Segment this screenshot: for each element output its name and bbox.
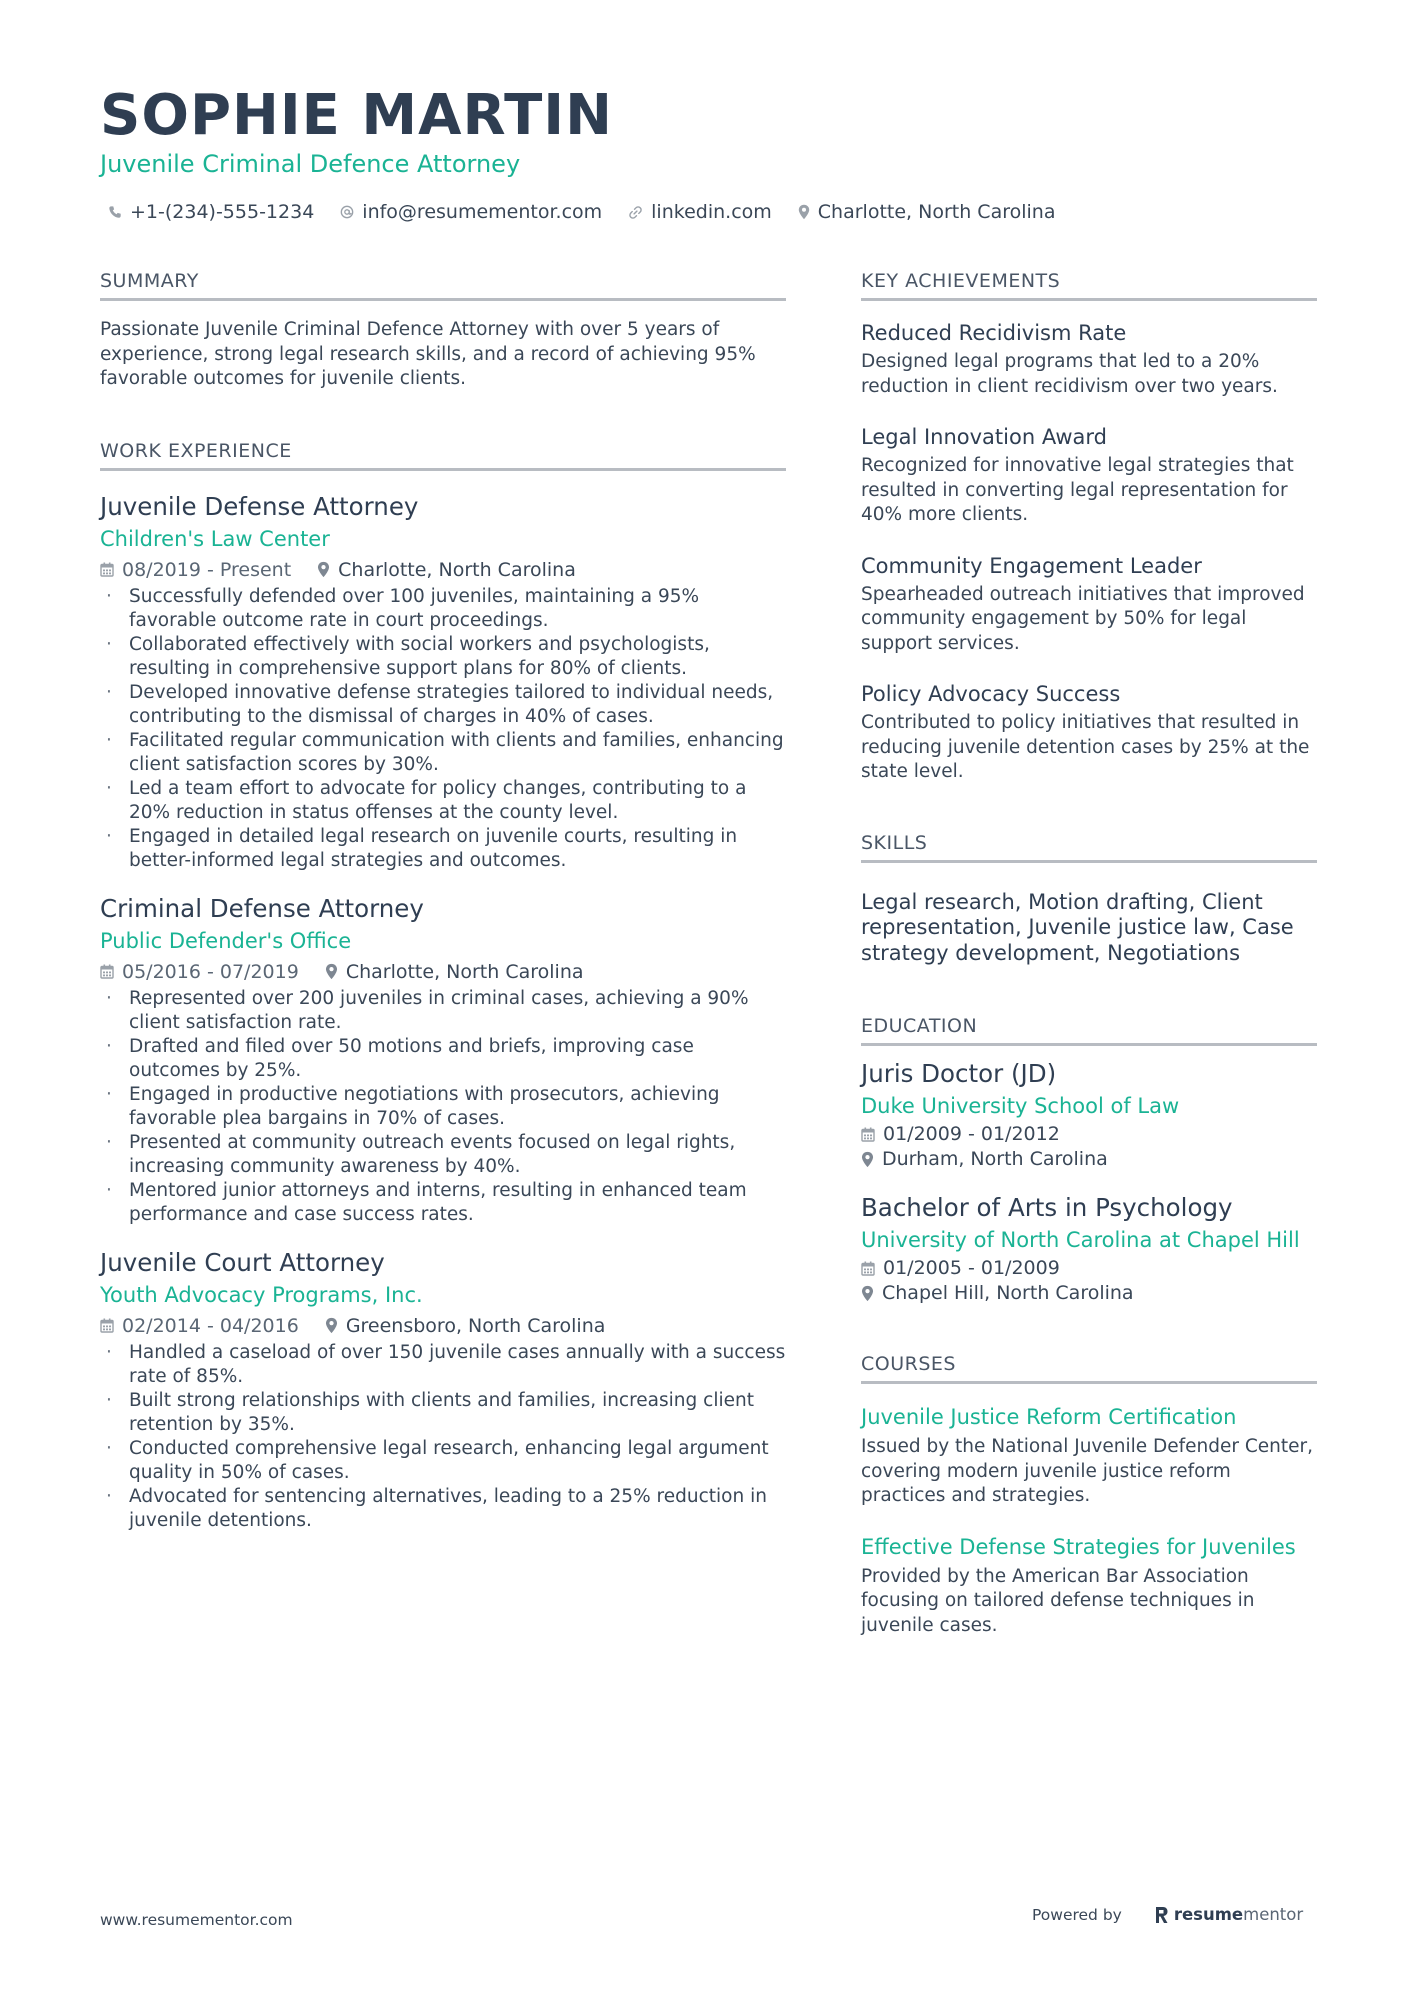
education-school: Duke University School of Law (861, 1094, 1180, 1118)
location-pin-icon (861, 1285, 874, 1302)
job-title: Juvenile Defense Attorney (100, 491, 419, 521)
contact-linkedin[interactable] (628, 198, 772, 226)
course-title: Effective Defense Strategies for Juveniles (861, 1534, 1296, 1559)
resumementor-logo-icon (1154, 1906, 1169, 1924)
education-dates (861, 1122, 1317, 1147)
job-entry (100, 1247, 786, 1533)
course-title: Juvenile Justice Reform Certification (861, 1405, 1237, 1429)
achievement-title: Community Engagement Leader (861, 553, 1202, 578)
course-item (861, 1402, 1317, 1509)
education-school: University of North Carolina at Chapel Hill (861, 1228, 1300, 1252)
location-pin-icon (798, 204, 810, 220)
education-degree: Juris Doctor (JD) (861, 1059, 1057, 1088)
job-company: Youth Advocacy Programs, Inc. (100, 1282, 423, 1307)
job-bullet: · Mentored junior attorneys and interns, resulting in enhanced team performance and case success rates. (100, 1179, 786, 1227)
brand-main-text: resume (1173, 1905, 1244, 1924)
contact-email[interactable] (340, 198, 602, 226)
contact-email-text: info@resumementor.com (362, 201, 603, 223)
education-location (861, 1281, 1317, 1306)
calendar-icon (100, 964, 114, 979)
summary-text: Passionate Juvenile Criminal Defence Attorney with over 5 years of experience, strong legal research skills, and a record of achieving 95% favorable outcomes for juvenile clients. (100, 319, 756, 389)
job-dates-text: 08/2019 - Present (122, 558, 292, 581)
job-location-text: Greensboro, North Carolina (345, 1314, 606, 1337)
powered-by-label: Powered by (1032, 1905, 1122, 1924)
achievement-item (861, 318, 1317, 399)
education-list (861, 1058, 1317, 1306)
job-title: Juvenile Court Attorney (100, 1247, 385, 1277)
link-icon (628, 205, 643, 220)
job-bullet: · Represented over 200 juveniles in criminal cases, achieving a 90% client satisfaction rate. (100, 987, 786, 1035)
job-bullets (100, 585, 786, 873)
work-experience-heading: WORK EXPERIENCE (100, 438, 786, 471)
course-list (861, 1402, 1317, 1638)
footer-powered-by (1032, 1905, 1303, 1924)
achievement-item (861, 679, 1317, 785)
job-meta (100, 957, 786, 987)
candidate-name: SOPHIE MARTIN (100, 83, 614, 148)
brand-logo[interactable] (1154, 1905, 1303, 1924)
footer-website[interactable]: www.resumementor.com (100, 1911, 293, 1929)
contact-bar (108, 198, 1081, 226)
job-bullet: · Facilitated regular communication with clients and families, enhancing client satisfaction scores by 30%. (100, 729, 786, 777)
course-item (861, 1532, 1317, 1639)
job-location (325, 957, 584, 987)
job-bullet: · Developed innovative defense strategies tailored to individual needs, contributing to the dismissal of charges in 40% of cases. (100, 681, 786, 729)
job-entry (100, 893, 786, 1227)
achievement-desc: Recognized for innovative legal strategies that resulted in converting legal representation for 40% more clients. (861, 455, 1294, 525)
right-column (861, 268, 1317, 1638)
education-location-text: Chapel Hill, North Carolina (882, 1282, 1134, 1304)
candidate-role: Juvenile Criminal Defence Attorney (100, 150, 521, 178)
skills-heading: SKILLS (861, 830, 1317, 863)
job-bullet: · Successfully defended over 100 juveniles, maintaining a 95% favorable outcome rate in court proceedings. (100, 585, 786, 633)
contact-phone[interactable] (108, 198, 314, 226)
location-pin-icon (325, 963, 338, 980)
education-degree: Bachelor of Arts in Psychology (861, 1193, 1233, 1222)
education-location (861, 1147, 1317, 1172)
achievement-title: Legal Innovation Award (861, 425, 1107, 449)
summary-heading: SUMMARY (100, 268, 786, 301)
phone-icon (108, 205, 122, 219)
achievement-item (861, 551, 1317, 657)
job-bullet: · Handled a caseload of over 150 juvenile cases annually with a success rate of 85%. (100, 1341, 786, 1389)
job-location-text: Charlotte, North Carolina (338, 558, 576, 581)
job-bullet: · Led a team effort to advocate for policy changes, contributing to a 20% reduction in status offenses at the county level. (100, 777, 786, 825)
job-location-text: Charlotte, North Carolina (345, 960, 584, 983)
job-bullet: · Conducted comprehensive legal research, enhancing legal argument quality in 50% of cases. (100, 1437, 786, 1485)
course-desc: Provided by the American Bar Association focusing on tailored defense techniques in juvenile cases. (861, 1565, 1255, 1636)
job-bullets (100, 987, 786, 1227)
job-bullet: · Presented at community outreach events focused on legal rights, increasing community awareness by 40%. (100, 1131, 786, 1179)
achievement-title: Reduced Recidivism Rate (861, 321, 1127, 345)
job-location (317, 555, 576, 585)
location-pin-icon (317, 561, 330, 578)
achievement-desc: Contributed to policy initiatives that resulted in reducing juvenile detention cases by 25% at the state level. (861, 712, 1310, 782)
job-dates-text: 05/2016 - 07/2019 (122, 960, 299, 983)
education-item (861, 1058, 1317, 1172)
job-dates (100, 957, 299, 987)
job-bullet: · Collaborated effectively with social workers and psychologists, resulting in comprehensive support plans for 80% of clients. (100, 633, 786, 681)
contact-location-text: Charlotte, North Carolina (817, 201, 1056, 223)
skills-text: Legal research, Motion drafting, Client representation, Juvenile justice law, Case strategy development, Negotiations (861, 889, 1294, 965)
achievement-desc: Designed legal programs that led to a 20% reduction in client recidivism over two years. (861, 351, 1278, 397)
achievement-item (861, 422, 1317, 528)
brand-sub-text: mentor (1243, 1905, 1304, 1924)
at-icon (340, 205, 354, 219)
calendar-icon (100, 1318, 114, 1333)
job-entry (100, 491, 786, 873)
job-bullet: · Drafted and filed over 50 motions and briefs, improving case outcomes by 25%. (100, 1035, 786, 1083)
job-bullet: · Advocated for sentencing alternatives, leading to a 25% reduction in juvenile detentions. (100, 1485, 786, 1533)
calendar-icon (100, 562, 114, 577)
achievement-title: Policy Advocacy Success (861, 682, 1121, 706)
education-dates (861, 1256, 1317, 1281)
job-meta (100, 555, 786, 585)
contact-location (798, 198, 1056, 226)
achievement-list (861, 318, 1317, 785)
job-company: Children's Law Center (100, 526, 330, 551)
job-location (325, 1311, 606, 1341)
education-location-text: Durham, North Carolina (882, 1148, 1108, 1170)
contact-phone-text: +1-(234)-555-1234 (130, 201, 315, 223)
course-desc: Issued by the National Juvenile Defender Center, covering modern juvenile justice reform practices and strategies. (861, 1436, 1314, 1506)
contact-linkedin-text: linkedin.com (651, 201, 772, 223)
left-column (100, 268, 786, 1533)
job-list (100, 491, 786, 1533)
job-dates (100, 555, 291, 585)
job-dates-text: 02/2014 - 04/2016 (122, 1314, 299, 1337)
courses-heading: COURSES (861, 1351, 1317, 1384)
key-achievements-heading: KEY ACHIEVEMENTS (861, 268, 1317, 301)
education-dates-text: 01/2009 - 01/2012 (883, 1123, 1060, 1145)
job-bullet: · Built strong relationships with clients and families, increasing client retention by 35%. (100, 1389, 786, 1437)
education-item (861, 1192, 1317, 1306)
achievement-desc: Spearheaded outreach initiatives that improved community engagement by 50% for legal support services. (861, 583, 1305, 654)
job-company: Public Defender's Office (100, 928, 352, 953)
job-bullets (100, 1341, 786, 1533)
job-bullet: · Engaged in productive negotiations with prosecutors, achieving favorable plea bargains in 70% of cases. (100, 1083, 786, 1131)
job-dates (100, 1311, 299, 1341)
calendar-icon (861, 1127, 875, 1142)
job-meta (100, 1311, 786, 1341)
job-title: Criminal Defense Attorney (100, 893, 424, 923)
location-pin-icon (325, 1317, 338, 1334)
education-dates-text: 01/2005 - 01/2009 (883, 1257, 1060, 1279)
location-pin-icon (861, 1151, 874, 1168)
job-bullet: · Engaged in detailed legal research on juvenile courts, resulting in better-informed legal strategies and outcomes. (100, 825, 786, 873)
calendar-icon (861, 1261, 875, 1276)
education-heading: EDUCATION (861, 1013, 1317, 1046)
